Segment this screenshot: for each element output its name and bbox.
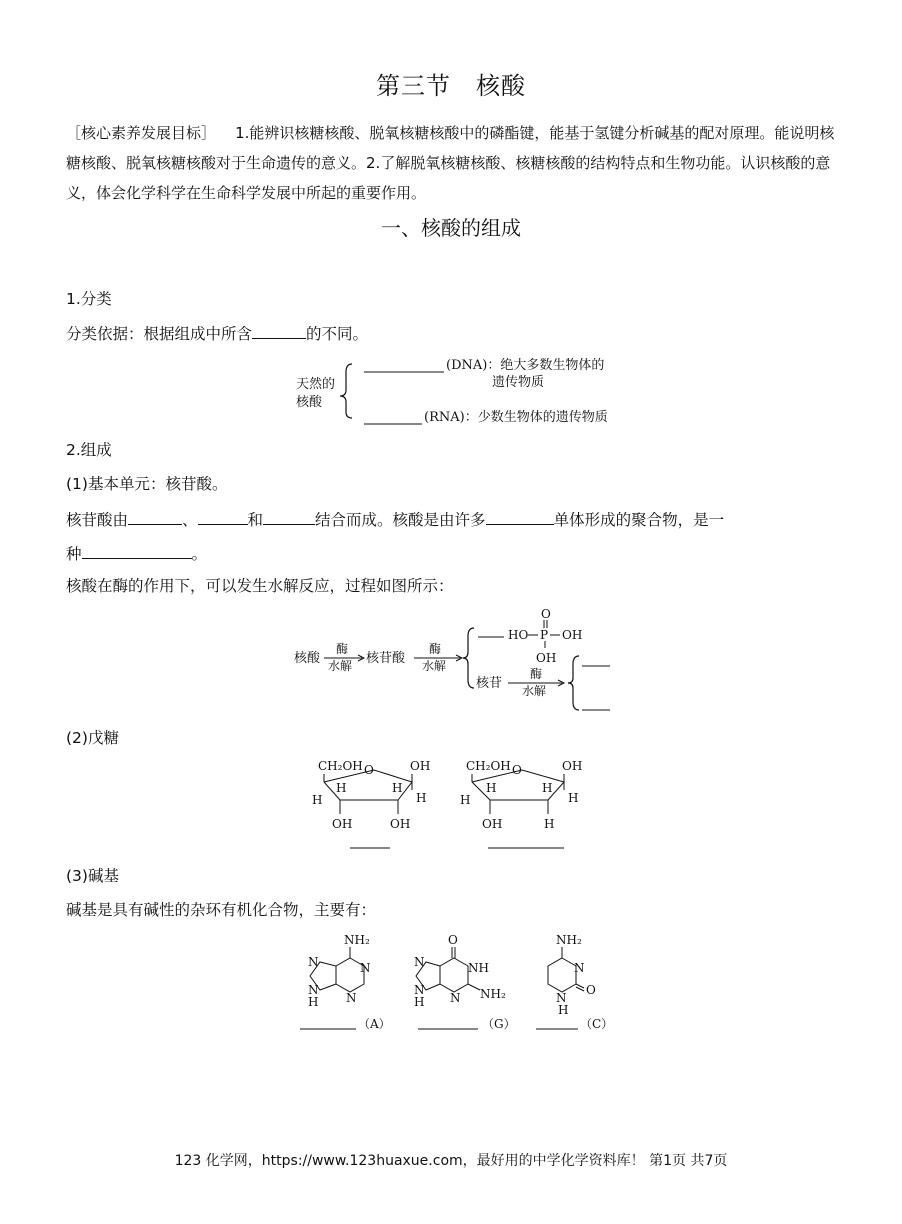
arrow1-enzyme: 酶 bbox=[336, 642, 349, 656]
page-footer: 123 化学网，https://www.123huaxue.com，最好用的中学化学资料库！ 第1页 共7页 bbox=[174, 1153, 728, 1169]
classification-diagram bbox=[290, 352, 620, 432]
adenine-structure bbox=[294, 930, 404, 1034]
deoxyribose-c2-h-bottom: H bbox=[544, 817, 555, 831]
cytosine-n1: N bbox=[556, 991, 567, 1005]
cytosine-tag: （C） bbox=[580, 1017, 614, 1031]
deoxyribose-c1-oh: OH bbox=[562, 759, 583, 773]
guanine-tag: （G） bbox=[482, 1017, 516, 1031]
cytosine-h1: H bbox=[558, 1003, 569, 1017]
classify-basis-post: 的不同。 bbox=[306, 325, 369, 343]
cytosine-structure bbox=[532, 930, 622, 1034]
guanine-o: O bbox=[448, 933, 458, 947]
rna-label: (RNA)：少数生物体的遗传物质 bbox=[424, 410, 608, 425]
classify-basis-pre: 分类依据：根据组成中所含 bbox=[66, 325, 253, 343]
guanine-nh2-bond bbox=[468, 984, 480, 990]
cytosine-o: O bbox=[586, 983, 596, 997]
ribose-c2-h: H bbox=[392, 781, 403, 795]
adenine-n3: N bbox=[346, 991, 357, 1005]
guanine-six-ring bbox=[440, 958, 468, 992]
ribose-ch2oh: CH₂OH bbox=[318, 759, 363, 773]
guanine-n3: N bbox=[450, 991, 461, 1005]
arrow1-water: 水解 bbox=[328, 659, 353, 673]
diagram-root-1: 天然的 bbox=[296, 377, 336, 392]
page-title: 第三节 核酸 bbox=[376, 72, 526, 100]
cytosine-n3: N bbox=[574, 961, 585, 975]
ribose-c3-h: H bbox=[336, 781, 347, 795]
phosphate-o: O bbox=[541, 607, 551, 621]
label-nucleotide: 核苷酸 bbox=[366, 651, 406, 666]
goals-text-1: 1.能辨识核糖核酸、脱氧核糖核酸中的磷酯键，能基于氢键分析碱基的配对原理。能说明核糖核酸、脱氧核糖核酸对于生命遗传的意义。 bbox=[66, 124, 835, 172]
blank-monomer[interactable] bbox=[486, 506, 554, 525]
compose-line-1 bbox=[66, 506, 724, 530]
deoxyribose-c3-oh: OH bbox=[482, 817, 503, 831]
guanine-n9: N bbox=[414, 983, 425, 997]
hydrolysis-brace-1 bbox=[463, 628, 474, 688]
deoxyribose-c4-h: H bbox=[460, 793, 471, 807]
guanine-nh: NH bbox=[468, 961, 489, 975]
adenine-h9: H bbox=[308, 995, 319, 1009]
compose-mid: 结合而成。核酸是由许多 bbox=[315, 511, 486, 529]
ribose-c4-h: H bbox=[312, 793, 323, 807]
phosphate-oh-right: OH bbox=[562, 628, 583, 642]
guanine-h9: H bbox=[414, 995, 425, 1009]
goals-label: ［核心素养发展目标］ bbox=[66, 124, 217, 142]
ribose-c1-oh: OH bbox=[410, 759, 431, 773]
phosphate-ho: HO bbox=[508, 628, 529, 642]
section-heading-composition: 一、核酸的组成 bbox=[381, 216, 521, 240]
compose-line2-pre: 种 bbox=[66, 545, 82, 563]
guanine-nh2: NH₂ bbox=[480, 987, 506, 1001]
deoxyribose-structure bbox=[448, 752, 598, 852]
blank-component-2[interactable] bbox=[198, 506, 248, 525]
deoxyribose-c2-h: H bbox=[542, 781, 553, 795]
blank-component-1[interactable] bbox=[128, 506, 182, 525]
arrow2-water: 水解 bbox=[422, 659, 447, 673]
phosphate-oh-bottom: OH bbox=[536, 651, 557, 665]
diagram-root-2: 核酸 bbox=[296, 395, 323, 410]
adenine-n1: N bbox=[360, 961, 371, 975]
guanine-n7: N bbox=[414, 955, 425, 969]
blank-basis[interactable] bbox=[252, 320, 306, 339]
classify-basis bbox=[66, 320, 368, 344]
adenine-n7: N bbox=[308, 955, 319, 969]
deoxyribose-c3-h: H bbox=[486, 781, 497, 795]
ribose-ring-o: O bbox=[364, 763, 374, 777]
compose-heading: 2.组成 bbox=[66, 441, 112, 459]
hydrolysis-diagram bbox=[290, 606, 620, 716]
adenine-n9: N bbox=[308, 983, 319, 997]
compose-sep: 、 bbox=[182, 511, 198, 529]
dna-label-2: 遗传物质 bbox=[492, 375, 545, 390]
blank-polymer-type[interactable] bbox=[82, 540, 192, 559]
ribose-c3-oh: OH bbox=[332, 817, 353, 831]
arrow2-enzyme: 酶 bbox=[429, 642, 442, 656]
classification-brace bbox=[340, 364, 352, 418]
deoxyribose-ring-o: O bbox=[512, 763, 522, 777]
arrow3-enzyme: 酶 bbox=[530, 667, 543, 681]
goals-text-2: 2.了解脱氧核糖核酸、核糖核酸的结构特点和生物功能。认识核酸的意义，体会化学科学在生命科学发展中所起的重要作用。 bbox=[66, 154, 831, 202]
core-goals bbox=[66, 118, 836, 208]
hydrolysis-intro: 核酸在酶的作用下，可以发生水解反应，过程如图所示： bbox=[66, 577, 454, 595]
deoxyribose-ch2oh: CH₂OH bbox=[466, 759, 511, 773]
ribose-c1-h: H bbox=[416, 791, 427, 805]
blank-component-3[interactable] bbox=[263, 506, 315, 525]
label-nucleoside: 核苷 bbox=[476, 676, 503, 691]
cytosine-nh2: NH₂ bbox=[556, 933, 582, 947]
arrow3-water: 水解 bbox=[522, 684, 547, 698]
classify-heading: 1.分类 bbox=[66, 290, 112, 308]
ribose-structure bbox=[300, 752, 440, 852]
compose-unit: (1)基本单元：核苷酸。 bbox=[66, 475, 228, 493]
base-heading: (3)碱基 bbox=[66, 867, 119, 885]
deoxyribose-c1-h: H bbox=[568, 791, 579, 805]
compose-post: 单体形成的聚合物，是一 bbox=[553, 511, 725, 529]
adenine-nh2: NH₂ bbox=[344, 933, 370, 947]
compose-and: 和 bbox=[247, 511, 264, 529]
dna-label: (DNA)：绝大多数生物体的 bbox=[446, 358, 605, 373]
ribose-c2-oh: OH bbox=[390, 817, 411, 831]
label-nucleic-acid: 核酸 bbox=[294, 651, 321, 666]
compose-pre: 核苷酸由 bbox=[66, 511, 129, 529]
guanine-structure bbox=[410, 930, 530, 1034]
pentose-heading: (2)戊糖 bbox=[66, 729, 119, 747]
phosphate-p: P bbox=[540, 628, 549, 642]
cytosine-ring bbox=[548, 958, 576, 992]
adenine-tag: （A） bbox=[358, 1017, 391, 1031]
hydrolysis-brace-2 bbox=[568, 656, 579, 710]
base-intro: 碱基是具有碱性的杂环有机化合物，主要有： bbox=[66, 901, 377, 919]
compose-line-2 bbox=[66, 540, 207, 564]
compose-line2-post: 。 bbox=[191, 545, 208, 563]
